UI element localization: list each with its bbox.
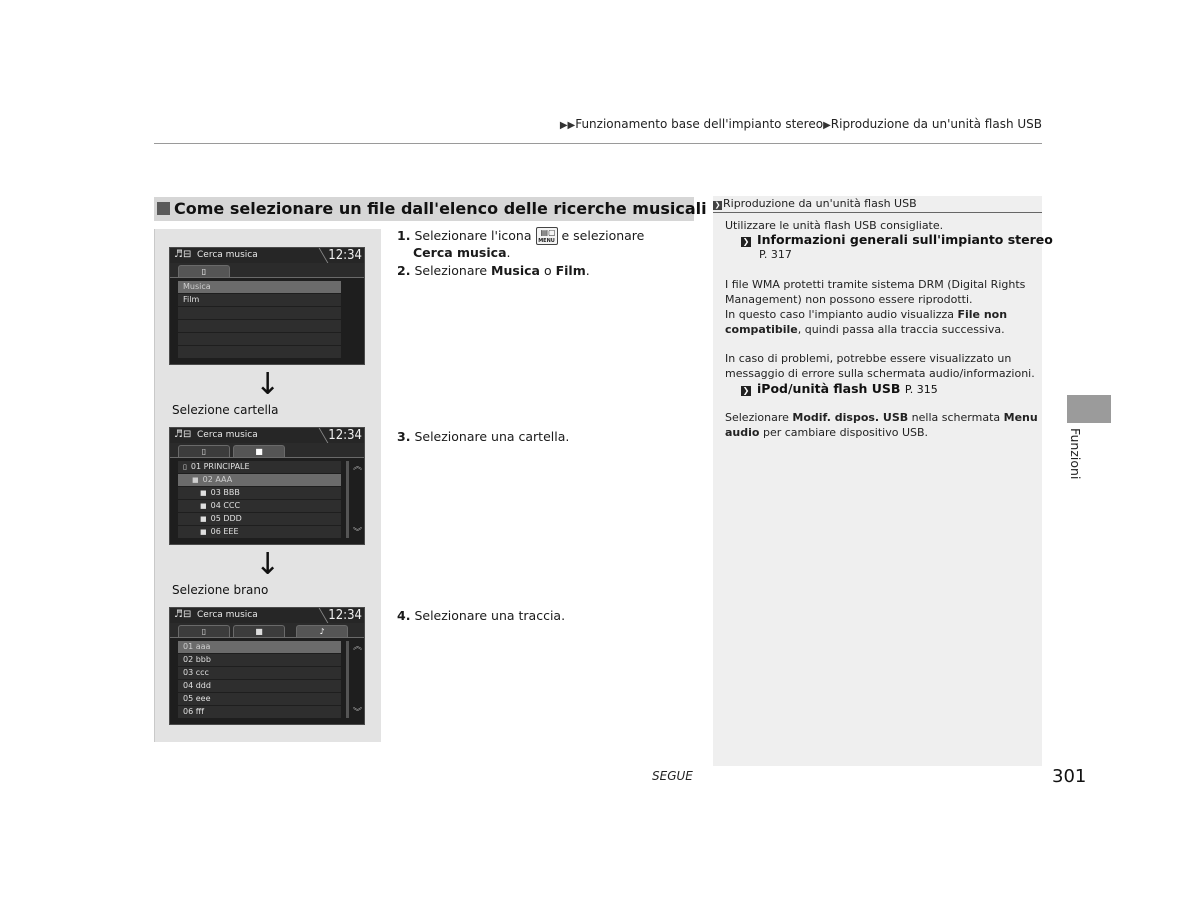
header-divider xyxy=(319,248,329,263)
page-number: 301 xyxy=(1052,766,1087,787)
step-bold: Cerca musica xyxy=(413,245,507,260)
cross-reference[interactable] xyxy=(741,381,938,396)
usb-icon: ▯ xyxy=(201,627,207,636)
screen-search-music xyxy=(169,247,365,365)
folder-icon: ■ xyxy=(200,489,207,497)
scrollbar[interactable] xyxy=(346,641,349,718)
text: per cambiare dispositivo USB. xyxy=(762,426,929,439)
list-item[interactable]: Musica xyxy=(178,281,341,293)
usb-icon: ▯ xyxy=(183,463,187,471)
step-text: e selezionare xyxy=(561,228,645,243)
step-text: Selezionare una traccia. xyxy=(414,608,566,623)
step-text: Selezionare xyxy=(414,263,488,278)
continued-label: SEGUE xyxy=(652,769,693,783)
text: In questo caso l'impianto audio visualizza xyxy=(725,308,954,321)
folder-icon: ■ xyxy=(200,502,207,510)
xref-title: iPod/unità flash USB xyxy=(757,381,901,396)
caption-track: Selezione brano xyxy=(172,583,269,597)
list-item xyxy=(178,307,341,319)
step-bold: Musica xyxy=(491,263,540,278)
folder-icon: ■ xyxy=(200,515,207,523)
text: Selezionare xyxy=(725,411,789,424)
step-text: . xyxy=(506,245,511,260)
list-item-label: 02 AAA xyxy=(202,475,233,484)
list-item[interactable]: 01 aaa xyxy=(178,641,341,653)
step-number: 3. xyxy=(397,429,411,444)
list-item[interactable]: Film xyxy=(178,294,341,306)
list-item[interactable] xyxy=(178,500,341,512)
screen-title: Cerca musica xyxy=(197,250,258,260)
screen-header xyxy=(170,608,364,623)
step-2 xyxy=(397,262,590,279)
list-item[interactable]: 04 ddd xyxy=(178,680,341,692)
sidebar-heading xyxy=(713,196,1042,213)
triangle-right-icon: ▶▶ xyxy=(559,120,576,131)
header-rule xyxy=(154,143,1042,144)
header-divider xyxy=(319,428,329,443)
heading-square-icon xyxy=(157,202,170,215)
tab-folder[interactable] xyxy=(233,625,285,637)
list xyxy=(178,281,341,359)
step-3 xyxy=(397,428,569,445)
caption-folder: Selezione cartella xyxy=(172,403,279,417)
folder-icon: ■ xyxy=(255,447,263,456)
list-item xyxy=(178,320,341,332)
sidebar-paragraph: I file WMA protetti tramite sistema DRM (Digital Rights xyxy=(725,278,1026,291)
list-item[interactable] xyxy=(178,461,341,473)
breadcrumb-part1: Funzionamento base dell'impianto stereo xyxy=(575,117,824,131)
list-item-label: 04 CCC xyxy=(210,501,241,510)
step-number: 1. xyxy=(397,228,411,243)
list-item xyxy=(178,333,341,345)
list-item[interactable] xyxy=(178,487,341,499)
step-number: 4. xyxy=(397,608,411,623)
screen-folder-select xyxy=(169,427,365,545)
step-text: . xyxy=(585,263,590,278)
step-text: o xyxy=(543,263,552,278)
list xyxy=(178,641,341,719)
tab-bar xyxy=(170,443,364,458)
xref-page[interactable]: P. 317 xyxy=(759,248,792,261)
cross-reference[interactable] xyxy=(741,232,1053,247)
scroll-down-icon[interactable]: ︾ xyxy=(353,708,363,718)
step-text: Selezionare l'icona xyxy=(414,228,532,243)
sidebar-paragraph: messaggio di errore sulla schermata audio/informazioni. xyxy=(725,367,1035,380)
reference-arrow-icon: ❯ xyxy=(742,386,750,395)
sidebar-paragraph xyxy=(725,322,1005,337)
folder-icon: ■ xyxy=(192,476,199,484)
list-item-label: 06 EEE xyxy=(210,527,239,536)
folder-icon: ■ xyxy=(200,528,207,536)
step-number: 2. xyxy=(397,263,411,278)
sidebar-paragraph xyxy=(725,307,1007,322)
usb-icon: ▯ xyxy=(201,267,207,276)
xref-title: Informazioni generali sull'impianto stereo xyxy=(757,232,1053,247)
section-heading xyxy=(154,197,707,221)
usb-source-icon: ♬⊟ xyxy=(174,249,192,260)
bold-text: Menu xyxy=(1003,411,1038,424)
list-item-label: 05 DDD xyxy=(210,514,242,523)
sidebar-heading-text: Riproduzione da un'unità flash USB xyxy=(723,197,917,210)
tab-usb[interactable] xyxy=(178,625,230,637)
folder-icon: ■ xyxy=(255,627,263,636)
breadcrumb xyxy=(540,117,1042,131)
chapter-label: Funzioni xyxy=(1068,428,1083,480)
header-divider xyxy=(319,608,329,623)
clock: 12:34 xyxy=(328,608,362,623)
menu-glyph-icon: ▤▢ xyxy=(540,228,556,237)
list-item-label: 01 PRINCIPALE xyxy=(190,462,250,471)
down-arrow-icon: ↓ xyxy=(255,547,281,582)
menu-icon-label: MENU xyxy=(538,238,555,244)
sidebar-paragraph: Utilizzare le unità flash USB consigliate. xyxy=(725,219,944,232)
section-title: Come selezionare un file dall'elenco delle ricerche musicali xyxy=(174,199,707,218)
screen-header xyxy=(170,248,364,263)
step-bold: Film xyxy=(555,263,586,278)
tab-bar xyxy=(170,623,364,638)
breadcrumb-part2: Riproduzione da un'unità flash USB xyxy=(830,117,1042,131)
sidebar-paragraph: In caso di problemi, potrebbe essere visualizzato un xyxy=(725,352,1012,365)
reference-arrow-icon: ❯ xyxy=(742,237,750,246)
bold-text: File non xyxy=(957,308,1008,321)
down-arrow-icon: ↓ xyxy=(255,367,281,402)
text: , quindi passa alla traccia successiva. xyxy=(797,323,1005,336)
list-item[interactable]: 05 eee xyxy=(178,693,341,705)
xref-page: P. 315 xyxy=(904,383,938,396)
sidebar-paragraph xyxy=(725,425,928,440)
bold-text: compatibile xyxy=(725,323,798,336)
tab-usb[interactable] xyxy=(178,445,230,457)
screen-header xyxy=(170,428,364,443)
scroll-up-icon[interactable]: ︽ xyxy=(353,642,363,652)
usb-source-icon: ♬⊟ xyxy=(174,609,192,620)
sidebar-notes xyxy=(713,196,1053,766)
screen-track-select xyxy=(169,607,365,725)
bold-text: Modif. dispos. USB xyxy=(792,411,909,424)
tab-folder[interactable] xyxy=(233,445,285,457)
list xyxy=(178,461,341,539)
tab-usb[interactable] xyxy=(178,265,230,277)
text: nella schermata xyxy=(911,411,1001,424)
list-item[interactable]: 02 bbb xyxy=(178,654,341,666)
triangle-right-icon: ▶ xyxy=(823,120,831,131)
list-item[interactable] xyxy=(178,526,341,538)
list-item-label: 03 BBB xyxy=(210,488,240,497)
tab-track[interactable] xyxy=(296,625,348,637)
music-note-icon: ♪ xyxy=(319,627,325,636)
usb-source-icon: ♬⊟ xyxy=(174,429,192,440)
menu-button-icon xyxy=(536,227,558,245)
screen-title: Cerca musica xyxy=(197,610,258,620)
list-item[interactable]: 06 fff xyxy=(178,706,341,718)
step-text: Selezionare una cartella. xyxy=(414,429,570,444)
step-1 xyxy=(397,227,644,245)
sidebar-paragraph: Management) non possono essere riprodotti. xyxy=(725,293,973,306)
scrollbar[interactable] xyxy=(346,461,349,538)
chapter-thumb-tab xyxy=(1067,395,1111,423)
sidebar-paragraph xyxy=(725,410,1038,425)
usb-icon: ▯ xyxy=(201,447,207,456)
clock: 12:34 xyxy=(328,428,362,443)
list-item[interactable]: 03 ccc xyxy=(178,667,341,679)
step-1-cont xyxy=(413,244,511,261)
list-item xyxy=(178,346,341,358)
screens-panel xyxy=(154,229,381,742)
bold-text: audio xyxy=(725,426,760,439)
screen-title: Cerca musica xyxy=(197,430,258,440)
reference-arrow-icon: ❯ xyxy=(714,201,721,209)
clock: 12:34 xyxy=(328,248,362,263)
scroll-up-icon[interactable]: ︽ xyxy=(353,462,363,472)
tab-bar xyxy=(170,263,364,278)
list-item[interactable] xyxy=(178,513,341,525)
list-item[interactable] xyxy=(178,474,341,486)
step-4 xyxy=(397,607,565,624)
scroll-down-icon[interactable]: ︾ xyxy=(353,528,363,538)
